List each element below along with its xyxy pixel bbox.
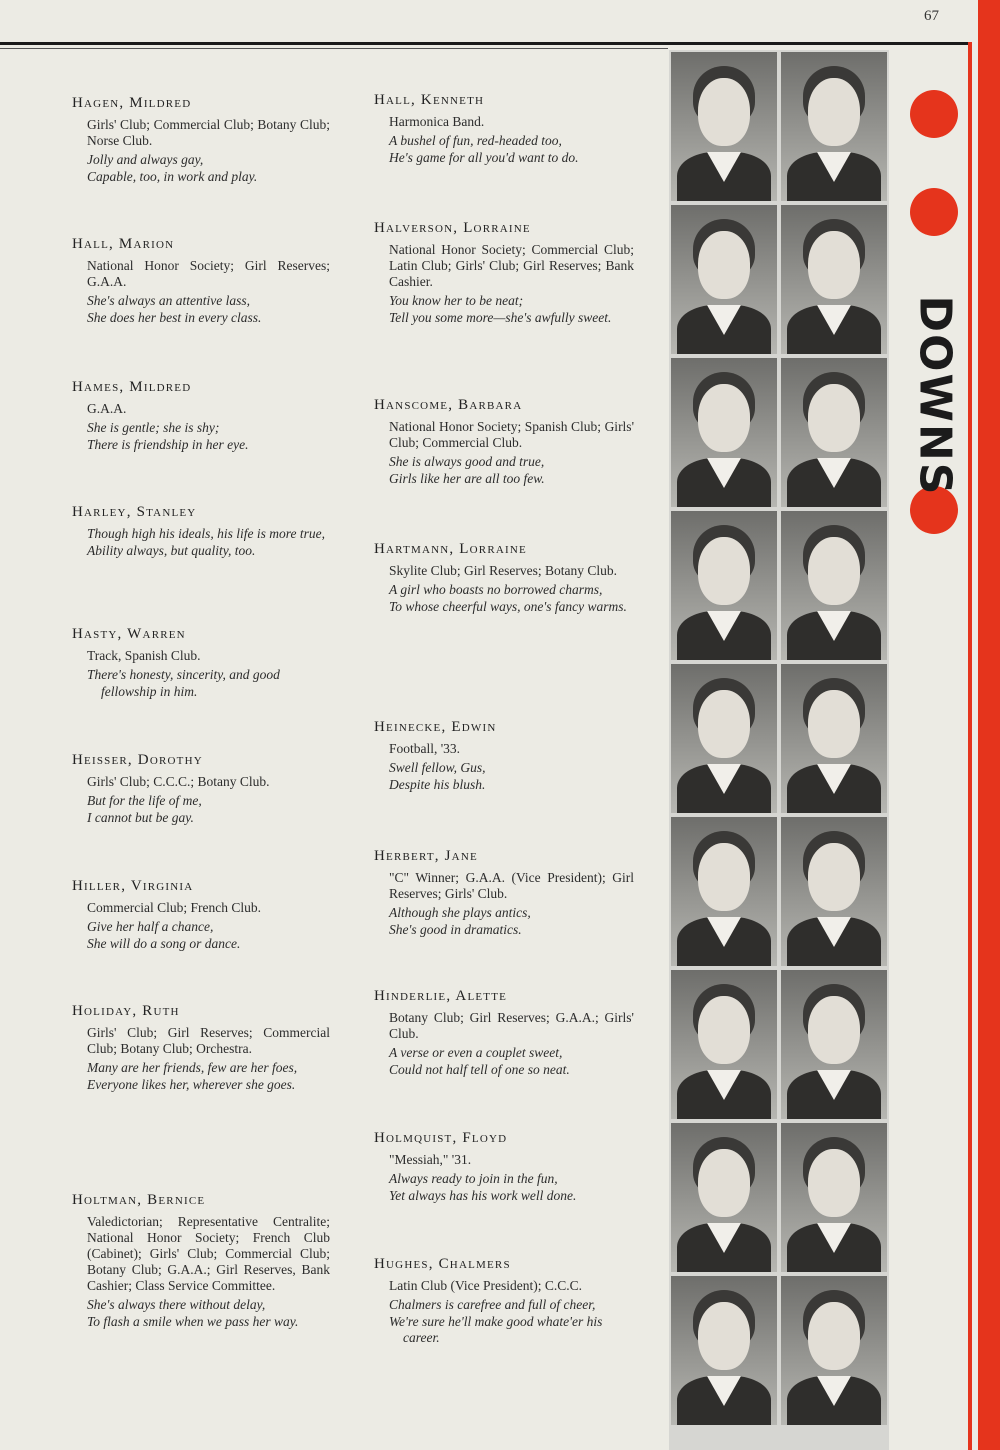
senior-entry	[72, 1003, 330, 1093]
senior-name: Halverson, Lorraine	[374, 220, 531, 236]
senior-entry	[374, 397, 634, 487]
verse-line: Many are her friends, few are her foes,	[87, 1060, 298, 1075]
senior-entry	[374, 1130, 634, 1204]
senior-activities: Valedictorian; Representative Centralite; National Honor Society; French Club (Cabinet); Girls' Club; Commercial Club; Botany Club; G.A.A.; Girl Reserves, Bank Cashier; Class Service Committee.	[87, 1214, 330, 1293]
senior-entry	[374, 220, 634, 326]
verse-line: Jolly and always gay,	[87, 152, 204, 167]
senior-verse	[389, 1045, 634, 1078]
section-title: DOWNS	[909, 295, 961, 497]
verse-line: There is friendship in her eye.	[87, 436, 249, 452]
verse-line: But for the life of me,	[87, 793, 202, 808]
senior-name: Harley, Stanley	[72, 504, 197, 520]
verse-line: A girl who boasts no borrowed charms,	[389, 582, 603, 597]
senior-entry	[374, 848, 634, 938]
senior-name: Hinderlie, Alette	[374, 988, 508, 1004]
portrait-photo	[671, 511, 777, 660]
portrait-photo	[671, 52, 777, 201]
verse-line: To flash a smile when we pass her way.	[87, 1313, 299, 1329]
senior-verse	[389, 1171, 634, 1204]
senior-verse	[389, 905, 634, 938]
verse-line: There's honesty, sincerity, and good fellowship in him.	[87, 667, 280, 699]
portrait-photo	[671, 358, 777, 507]
red-accent-stripe	[968, 42, 972, 1450]
senior-verse	[87, 1297, 330, 1330]
verse-line: Give her half a chance,	[87, 919, 214, 934]
senior-name: Holtman, Bernice	[72, 1192, 206, 1208]
portrait-photo	[781, 664, 887, 813]
senior-entry	[72, 878, 330, 952]
senior-verse	[87, 667, 330, 700]
senior-verse	[87, 1060, 330, 1093]
verse-line: Swell fellow, Gus,	[389, 760, 486, 775]
verse-line: Ability always, but quality, too.	[87, 542, 256, 558]
senior-name: Herbert, Jane	[374, 848, 478, 864]
senior-entry	[72, 752, 330, 826]
senior-name: Hartmann, Lorraine	[374, 541, 527, 557]
portrait-photo	[781, 1276, 887, 1425]
senior-name: Holiday, Ruth	[72, 1003, 180, 1019]
senior-name: Hagen, Mildred	[72, 95, 192, 111]
verse-line: You know her to be neat;	[389, 293, 524, 308]
verse-line: We're sure he'll make good whate'er his career.	[389, 1313, 603, 1345]
verse-line: He's game for all you'd want to do.	[389, 149, 579, 165]
senior-activities: Skylite Club; Girl Reserves; Botany Club.	[389, 563, 617, 578]
senior-name: Hughes, Chalmers	[374, 1256, 511, 1272]
portrait-photo	[781, 358, 887, 507]
senior-activities: G.A.A.	[87, 401, 127, 416]
senior-activities: Harmonica Band.	[389, 114, 485, 129]
verse-line: Chalmers is carefree and full of cheer,	[389, 1297, 596, 1312]
verse-line: To whose cheerful ways, one's fancy warms.	[389, 598, 627, 614]
verse-line: Everyone likes her, wherever she goes.	[87, 1076, 296, 1092]
verse-line: Tell you some more—she's awfully sweet.	[389, 309, 612, 325]
portrait-photo	[671, 1276, 777, 1425]
verse-line: I cannot but be gay.	[87, 809, 194, 825]
senior-entry	[374, 92, 634, 166]
portrait-grid	[669, 50, 889, 1450]
senior-activities: Girls' Club; Girl Reserves; Commercial Club; Botany Club; Orchestra.	[87, 1025, 330, 1056]
senior-entry	[72, 236, 330, 326]
portrait-photo	[671, 664, 777, 813]
portrait-photo	[671, 205, 777, 354]
senior-entry	[72, 504, 330, 559]
senior-name: Heinecke, Edwin	[374, 719, 497, 735]
senior-activities: Football, '33.	[389, 741, 461, 756]
senior-entry	[72, 95, 330, 185]
portrait-photo	[781, 970, 887, 1119]
senior-activities: "Messiah," '31.	[389, 1152, 472, 1167]
portrait-photo	[671, 970, 777, 1119]
verse-line: Girls like her are all too few.	[389, 470, 545, 486]
senior-entry	[374, 988, 634, 1078]
senior-verse	[87, 793, 330, 826]
verse-line: Could not half tell of one so neat.	[389, 1061, 570, 1077]
senior-verse	[389, 582, 634, 615]
portrait-photo	[671, 1123, 777, 1272]
verse-line: She's always an attentive lass,	[87, 293, 250, 308]
senior-entry	[72, 1192, 330, 1330]
senior-activities: Latin Club (Vice President); C.C.C.	[389, 1278, 583, 1293]
senior-name: Heisser, Dorothy	[72, 752, 203, 768]
red-edge-bar	[978, 0, 1000, 1450]
verse-line: She's always there without delay,	[87, 1297, 266, 1312]
senior-entry	[374, 1256, 634, 1347]
portrait-photo	[781, 511, 887, 660]
senior-name: Holmquist, Floyd	[374, 1130, 508, 1146]
senior-activities: Botany Club; Girl Reserves; G.A.A.; Girls' Club.	[389, 1010, 634, 1041]
senior-verse	[87, 919, 330, 952]
verse-line: She is always good and true,	[389, 454, 545, 469]
red-dot-icon	[910, 188, 958, 236]
portrait-photo	[781, 52, 887, 201]
senior-verse	[87, 293, 330, 326]
verse-line: She does her best in every class.	[87, 309, 262, 325]
senior-name: Hall, Marion	[72, 236, 175, 252]
senior-verse	[87, 526, 330, 559]
senior-activities: Track, Spanish Club.	[87, 648, 201, 663]
senior-entry	[72, 626, 330, 700]
senior-activities: Commercial Club; French Club.	[87, 900, 261, 915]
senior-verse	[389, 293, 634, 326]
verse-line: She's good in dramatics.	[389, 921, 522, 937]
verse-line: Despite his blush.	[389, 776, 486, 792]
verse-line: Although she plays antics,	[389, 905, 531, 920]
verse-line: Yet always has his work well done.	[389, 1187, 577, 1203]
portrait-photo	[671, 817, 777, 966]
senior-entry	[72, 379, 330, 453]
senior-activities: National Honor Society; Commercial Club; Latin Club; Girls' Club; Girl Reserves; Bank Cashier.	[389, 242, 634, 289]
senior-name: Hames, Mildred	[72, 379, 192, 395]
senior-activities: "C" Winner; G.A.A. (Vice President); Girl Reserves; Girls' Club.	[389, 870, 634, 901]
senior-name: Hasty, Warren	[72, 626, 186, 642]
verse-line: A bushel of fun, red-headed too,	[389, 133, 562, 148]
senior-name: Hiller, Virginia	[72, 878, 194, 894]
senior-verse	[87, 152, 330, 185]
verse-line: A verse or even a couplet sweet,	[389, 1045, 563, 1060]
verse-line: She will do a song or dance.	[87, 935, 241, 951]
senior-verse	[389, 1297, 634, 1347]
senior-activities: Girls' Club; C.C.C.; Botany Club.	[87, 774, 270, 789]
senior-activities: National Honor Society; Girl Reserves; G.A.A.	[87, 258, 330, 289]
portrait-photo	[781, 205, 887, 354]
page-number: 67	[924, 8, 939, 24]
verse-line: Capable, too, in work and play.	[87, 168, 258, 184]
top-rule	[0, 42, 972, 45]
senior-verse	[87, 420, 330, 453]
senior-entry	[374, 719, 634, 793]
verse-line: She is gentle; she is shy;	[87, 420, 220, 435]
portrait-photo	[781, 1123, 887, 1272]
senior-name: Hanscome, Barbara	[374, 397, 523, 413]
senior-entry	[374, 541, 634, 615]
red-dot-icon	[910, 90, 958, 138]
sub-rule	[0, 48, 668, 49]
senior-name: Hall, Kenneth	[374, 92, 485, 108]
verse-line: Though high his ideals, his life is more true,	[87, 526, 326, 541]
senior-activities: National Honor Society; Spanish Club; Girls' Club; Commercial Club.	[389, 419, 634, 450]
senior-verse	[389, 454, 634, 487]
portrait-photo	[781, 817, 887, 966]
senior-activities: Girls' Club; Commercial Club; Botany Club; Norse Club.	[87, 117, 330, 148]
senior-verse	[389, 760, 634, 793]
senior-verse	[389, 133, 634, 166]
verse-line: Always ready to join in the fun,	[389, 1171, 558, 1186]
